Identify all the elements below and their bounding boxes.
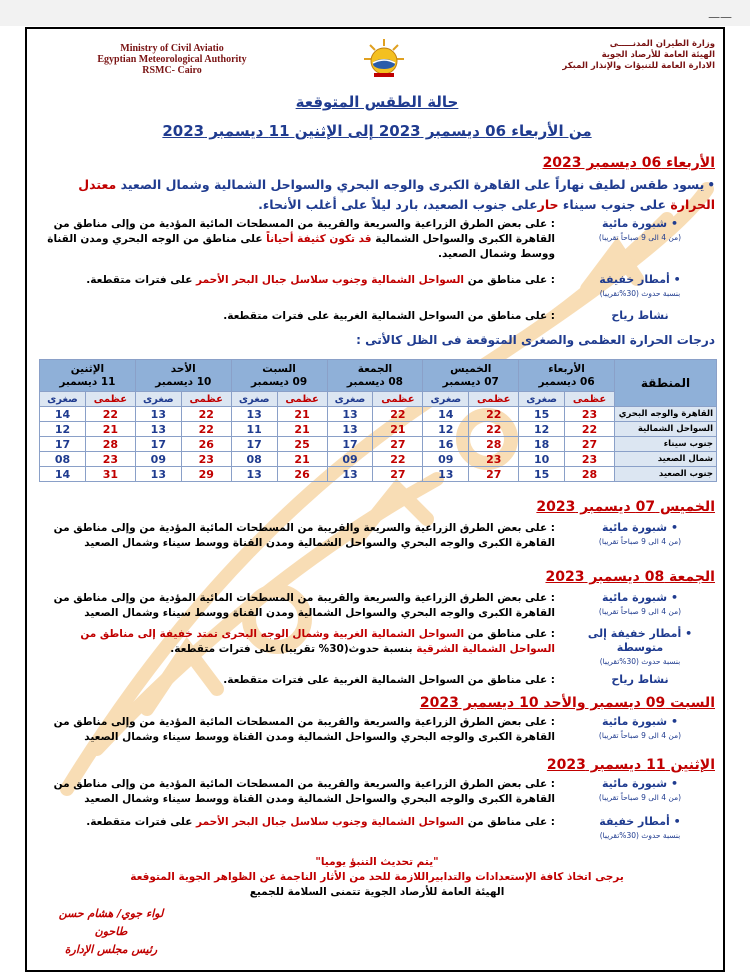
min-value: 12 [519, 422, 565, 437]
bulletin-footer [27, 855, 725, 900]
day-header: السبت 09 ديسمبر [231, 360, 327, 392]
footer-advice: يرجى اتخاذ كافة الإستعدادات والتدابيراللازمة للحد من الأثار الناجمة عن الظواهر الجوية المتوقعة [130, 871, 624, 883]
viewer-toolbar [0, 0, 750, 26]
min-value: 16 [423, 437, 469, 452]
day3-wind-label: نشاط رياح [611, 673, 669, 686]
day5-rain-label: • أمطار خفيفة بنسبة حدوث (30%تقريبا) [599, 815, 681, 840]
min-value: 13 [135, 407, 181, 422]
max-value: 22 [565, 422, 615, 437]
min-value: 12 [423, 422, 469, 437]
footer-wish: الهيئة العامة للأرصاد الجوية تتمنى السلامة للجميع [249, 886, 505, 898]
footer-update-note: "يتم تحديث التنبؤ يوميا" [315, 856, 439, 868]
max-label: عظمى [565, 392, 615, 407]
min-value: 17 [327, 437, 373, 452]
max-value: 23 [85, 452, 135, 467]
region-name: السواحل الشمالية [615, 422, 717, 437]
max-value: 26 [181, 437, 231, 452]
day3-wind [55, 673, 715, 691]
day4-fog [55, 715, 715, 751]
max-label: عظمى [277, 392, 327, 407]
day5-rain [55, 815, 715, 845]
max-value: 28 [85, 437, 135, 452]
day1-rain-label: • أمطار خفيفة بنسبة حدوث (30%تقريبا) [599, 273, 681, 298]
min-label: صغرى [40, 392, 86, 407]
day4-heading: السبت 09 ديسمبر والأحد 10 ديسمبر 2023 [419, 695, 715, 711]
day3-rain-desc: : على مناطق من السواحل الشمالية الغربية وشمال الوجه البحرى تمتد خفيفة إلى مناطق من السواحل الشمالية الشرقية بنسبة حدوث(30% تقريبا) على فترات متقطعة. [80, 628, 555, 655]
max-label: عظمى [373, 392, 423, 407]
signatory-name: لواء جوي/ هشام حسن طاحون [58, 907, 164, 938]
max-value: 22 [181, 407, 231, 422]
day5-fog-label: • شبورة مائية (من 4 الى 9 صباحاً تقريبا) [598, 777, 682, 802]
region-name: القاهرة والوجه البحري [615, 407, 717, 422]
day1-heading: الأربعاء 06 ديسمبر 2023 [542, 155, 715, 171]
region-header: المنطقة [615, 360, 717, 407]
min-label: صغرى [135, 392, 181, 407]
max-value: 27 [373, 467, 423, 482]
max-label: عظمى [181, 392, 231, 407]
day2-fog [55, 521, 715, 559]
header-arabic [515, 39, 715, 72]
table-row [40, 407, 717, 422]
header-authority-ar: الهيئة العامة للأرصاد الجوية [601, 50, 715, 60]
max-value: 27 [469, 467, 519, 482]
min-value: 08 [231, 452, 277, 467]
min-value: 17 [231, 437, 277, 452]
max-value: 21 [277, 407, 327, 422]
max-value: 26 [277, 467, 327, 482]
day4-fog-label: • شبورة مائية (من 4 الى 9 صباحاً تقريبا) [598, 715, 682, 740]
day2-fog-desc: : على بعض الطرق الزراعية والسريعة والقريبة من المسطحات المائية المؤدية من وإلى مناطق من القاهرة الكبرى والوجه البحري والسواحل الشمالية ومدن القناة ووسط سيناء وشمال الصعيد [53, 522, 555, 549]
table-row [40, 437, 717, 452]
min-value: 13 [135, 422, 181, 437]
header-ministry: Ministry of Civil Aviatio [120, 43, 224, 54]
day2-heading: الخميس 07 ديسمبر 2023 [536, 499, 715, 515]
min-label: صغرى [231, 392, 277, 407]
min-value: 09 [423, 452, 469, 467]
header-department-ar: الادارة العامة للتنبؤات والإنذار المبكر [562, 61, 715, 71]
min-value: 09 [327, 452, 373, 467]
header-english [97, 43, 247, 76]
day1-rain-desc: : على مناطق من السواحل الشمالية وجنوب سلاسل جبال البحر الأحمر على فترات متقطعة. [86, 274, 555, 286]
day3-fog [55, 591, 715, 627]
max-value: 21 [373, 422, 423, 437]
min-value: 13 [327, 422, 373, 437]
min-value: 08 [40, 452, 86, 467]
day5-rain-desc: : على مناطق من السواحل الشمالية وجنوب سلاسل جبال البحر الأحمر على فترات متقطعة. [86, 816, 555, 828]
day2-fog-label: • شبورة مائية (من 4 الى 9 صباحاً تقريبا) [598, 521, 682, 546]
min-value: 14 [40, 407, 86, 422]
bulletin-period: من الأربعاء 06 ديسمبر 2023 إلى الإثنين 11 ديسمبر 2023 [162, 122, 592, 140]
table-row [40, 422, 717, 437]
min-label: صغرى [519, 392, 565, 407]
day5-fog-desc: : على بعض الطرق الزراعية والسريعة والقريبة من المسطحات المائية المؤدية من وإلى مناطق من القاهرة الكبرى والوجه البحري والسواحل الشمالية ومدن القناة ووسط سيناء وشمال الصعيد [53, 778, 555, 805]
min-label: صغرى [423, 392, 469, 407]
table-row [40, 467, 717, 482]
max-value: 31 [85, 467, 135, 482]
temperature-table [39, 359, 717, 482]
day-header: الجمعة 08 ديسمبر [327, 360, 423, 392]
max-value: 22 [373, 452, 423, 467]
day3-wind-desc: : على مناطق من السواحل الشمالية الغربية على فترات متقطعة. [223, 674, 555, 686]
day1-wind-desc: : على مناطق من السواحل الشمالية الغربية على فترات متقطعة. [223, 310, 555, 322]
day3-fog-label: • شبورة مائية (من 4 الى 9 صباحاً تقريبا) [598, 591, 682, 616]
min-value: 11 [231, 422, 277, 437]
max-value: 21 [277, 452, 327, 467]
min-value: 17 [40, 437, 86, 452]
min-value: 13 [327, 407, 373, 422]
max-value: 22 [181, 422, 231, 437]
max-value: 22 [373, 407, 423, 422]
min-value: 15 [519, 467, 565, 482]
min-value: 13 [423, 467, 469, 482]
region-name: جنوب الصعيد [615, 467, 717, 482]
bulletin-title: حالة الطقس المتوقعة [295, 93, 459, 111]
header-ministry-ar: وزارة الطيران المدنـــــى [609, 39, 715, 49]
temperature-table-title: درجات الحرارة العظمى والصغرى المتوقعة فى الظل كالأتى : [356, 333, 715, 347]
max-value: 29 [181, 467, 231, 482]
min-value: 18 [519, 437, 565, 452]
min-value: 17 [135, 437, 181, 452]
day1-wind [55, 309, 715, 329]
day5-heading: الإثنين 11 ديسمبر 2023 [546, 757, 715, 773]
max-value: 22 [85, 407, 135, 422]
min-value: 09 [135, 452, 181, 467]
min-value: 13 [135, 467, 181, 482]
day1-fog [47, 217, 715, 267]
day1-fog-desc: : على بعض الطرق الزراعية والسريعة والقريبة من المسطحات المائية المؤدية من وإلى مناطق من القاهرة الكبرى والسواحل الشمالية قد تكون كثيفة أحياناً على مناطق من الوجه البحري ومدن القناة ووسط وشمال الصعيد. [47, 218, 555, 260]
max-value: 25 [277, 437, 327, 452]
header-rsmc: RSMC- Cairo [142, 65, 202, 76]
table-row [40, 452, 717, 467]
min-value: 13 [327, 467, 373, 482]
max-value: 22 [469, 422, 519, 437]
max-value: 23 [469, 452, 519, 467]
day-header: الأربعاء 06 ديسمبر [519, 360, 615, 392]
day5-fog [55, 777, 715, 815]
day-header: الإثنين 11 ديسمبر [40, 360, 136, 392]
max-value: 21 [85, 422, 135, 437]
max-value: 21 [277, 422, 327, 437]
day3-fog-desc: : على بعض الطرق الزراعية والسريعة والقريبة من المسطحات المائية المؤدية من وإلى مناطق من القاهرة الكبرى والوجه البحري والسواحل الشمالية ومدن القناة ووسط سيناء وشمال الصعيد [53, 592, 555, 619]
min-value: 12 [40, 422, 86, 437]
region-name: شمال الصعيد [615, 452, 717, 467]
max-value: 27 [565, 437, 615, 452]
signatory-role: رئيس مجلس الإدارة [64, 943, 158, 956]
day1-fog-label: • شبورة مائية (من 4 الى 9 صباحاً تقريبا) [598, 217, 682, 242]
min-value: 14 [423, 407, 469, 422]
header-authority: Egyptian Meteorological Authority [97, 54, 247, 65]
min-label: صغرى [327, 392, 373, 407]
min-value: 14 [40, 467, 86, 482]
max-value: 28 [469, 437, 519, 452]
day1-wind-label: نشاط رياح [611, 309, 669, 322]
day-header: الأحد 10 ديسمبر [135, 360, 231, 392]
max-value: 23 [181, 452, 231, 467]
day3-heading: الجمعة 08 ديسمبر 2023 [545, 569, 715, 585]
max-value: 28 [565, 467, 615, 482]
day4-fog-desc: : على بعض الطرق الزراعية والسريعة والقريبة من المسطحات المائية المؤدية من وإلى مناطق من القاهرة الكبرى والوجه البحري والسواحل الشمالية ومدن القناة ووسط سيناء وشمال الصعيد [53, 716, 555, 743]
min-value: 13 [231, 467, 277, 482]
bulletin-page [25, 27, 725, 972]
min-value: 10 [519, 452, 565, 467]
max-label: عظمى [469, 392, 519, 407]
menu-icon[interactable] [708, 10, 730, 24]
max-value: 27 [373, 437, 423, 452]
authority-logo [362, 37, 406, 81]
day-header: الخميس 07 ديسمبر [423, 360, 519, 392]
max-value: 22 [469, 407, 519, 422]
max-value: 23 [565, 452, 615, 467]
day3-rain [55, 627, 715, 673]
min-value: 13 [231, 407, 277, 422]
max-value: 23 [565, 407, 615, 422]
max-label: عظمى [85, 392, 135, 407]
region-name: جنوب سيناء [615, 437, 717, 452]
day3-rain-label: • أمطار خفيفة إلى متوسطة بنسبة حدوث (30%تقريبا) [587, 627, 693, 666]
min-value: 15 [519, 407, 565, 422]
day1-summary: •يسود طقس لطيف نهاراً على القاهرة الكبرى والوجه البحري والسواحل الشمالية وشمال الصعيد معتدل الحرارة على جنوب سيناء حارعلى جنوب الصعيد، بارد ليلاً على أغلب الأنحاء. [78, 177, 715, 212]
signature-block [41, 905, 181, 959]
day1-rain [55, 273, 715, 303]
